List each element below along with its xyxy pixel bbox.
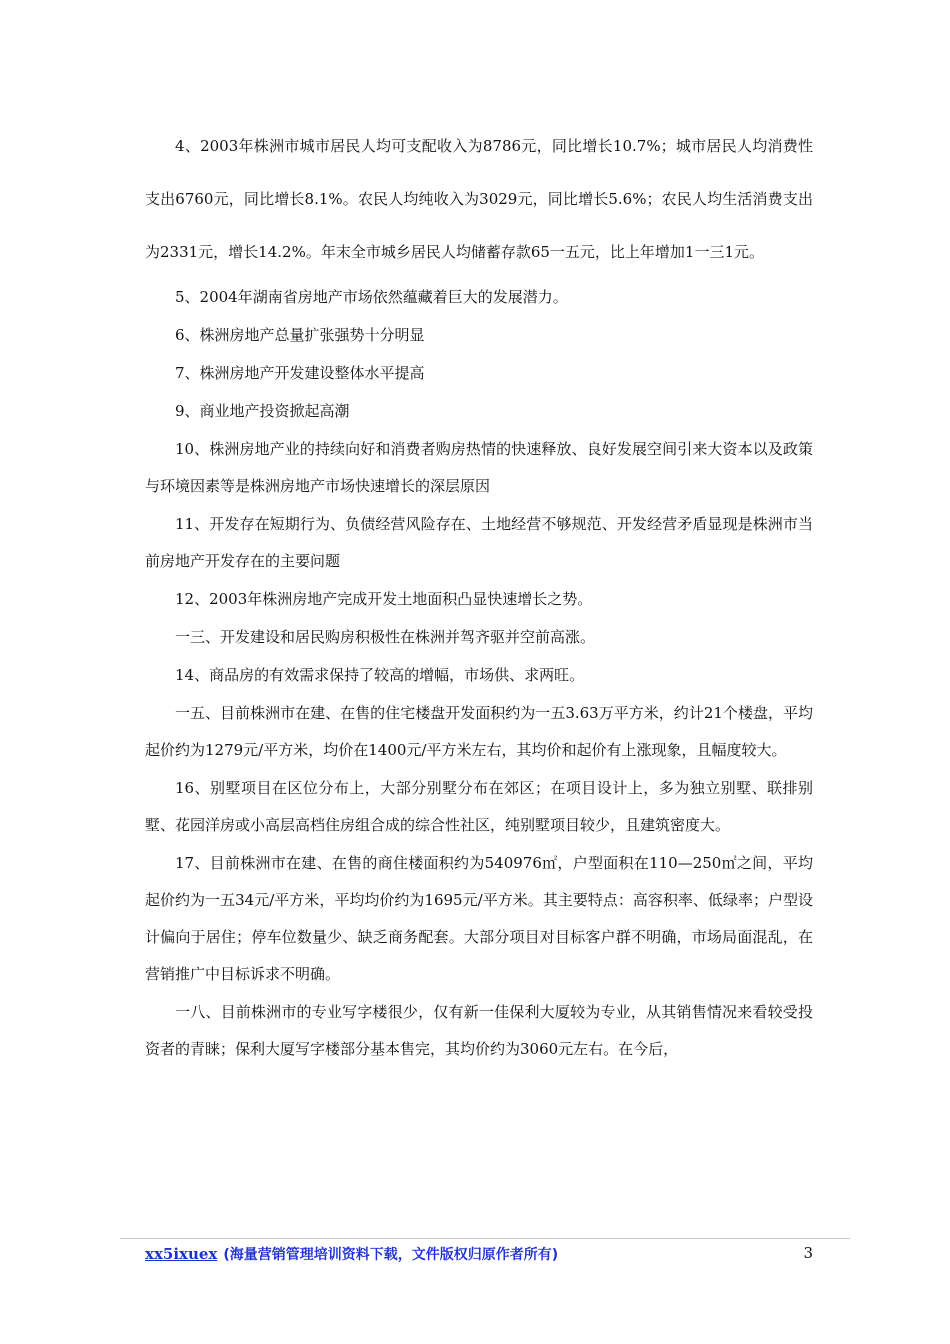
paragraph-hunan-potential: 5、2004年湖南省房地产市场依然蕴藏着巨大的发展潜力。 [175, 288, 568, 306]
paragraph-enthusiasm: 一三、开发建设和居民购房积极性在株洲并驾齐驱并空前高涨。 [175, 628, 596, 646]
paragraph-expansion: 6、株洲房地产总量扩张强势十分明显 [175, 326, 425, 344]
footer-site-link[interactable]: xx5ixuex [145, 1245, 218, 1263]
paragraph-land-area: 12、2003年株洲房地产完成开发土地面积凸显快速增长之势。 [175, 590, 593, 608]
paragraph-residential: 一五、目前株洲市在建、在售的住宅楼盘开发面积约为一五3.63万平方米，约计21个楼盘，平均起价约为1279元/平方米，均价在1400元/平方米左右，其均价和起价有上涨现象，且幅度较大。 [145, 704, 813, 759]
body-text [145, 120, 813, 1069]
footer-divider [120, 1238, 850, 1239]
paragraph-office: 一八、目前株洲市的专业写字楼很少，仅有新一佳保利大厦较为专业，从其销售情况来看较受投资者的青睐；保利大厦写字楼部分基本售完，其均价约为3060元左右。在今后， [145, 1003, 813, 1058]
paragraph-commercial-residential: 17、目前株洲市在建、在售的商住楼面积约为540976㎡，户型面积在110—250㎡之间，平均起价约为一五34元/平方米，平均均价约为1695元/平方米。其主要特点：高容积率、低绿率；户型设计偏向于居住；停车位数量少、缺乏商务配套。大部分项目对目标客户群不明确，市场局面混乱，在营销推广中目标诉求不明确。 [145, 854, 813, 983]
footer-copyright-note: (海量营销管理培训资料下载，文件版权归原作者所有) [223, 1247, 559, 1263]
paragraph-growth-reasons: 10、株洲房地产业的持续向好和消费者购房热情的快速释放、良好发展空间引来大资本以及政策与环境因素等是株洲房地产市场快速增长的深层原因 [145, 440, 813, 495]
paragraph-development-level: 7、株洲房地产开发建设整体水平提高 [175, 364, 425, 382]
paragraph-villa: 16、别墅项目在区位分布上，大部分别墅分布在郊区；在项目设计上，多为独立别墅、联排别墅、花园洋房或小高层高档住房组合成的综合性社区，纯别墅项目较少，且建筑密度大。 [145, 779, 813, 834]
paragraph-income-stats: 4、2003年株洲市城市居民人均可支配收入为8786元，同比增长10.7%；城市居民人均消费性支出6760元，同比增长8.1%。农民人均纯收入为3029元，同比增长5.6%；农民人均生活消费支出为2331元，增长14.2%。年末全市城乡居民人均储蓄存款65一五元，比上年增加1一三1元。 [145, 137, 813, 261]
paragraph-demand: 14、商品房的有效需求保持了较高的增幅，市场供、求两旺。 [175, 666, 585, 684]
page-footer [145, 1244, 813, 1270]
paragraph-commercial-investment: 9、商业地产投资掀起高潮 [175, 402, 350, 420]
page-number: 3 [803, 1244, 813, 1262]
paragraph-main-problems: 11、开发存在短期行为、负债经营风险存在、土地经营不够规范、开发经营矛盾显现是株洲市当前房地产开发存在的主要问题 [145, 515, 813, 570]
